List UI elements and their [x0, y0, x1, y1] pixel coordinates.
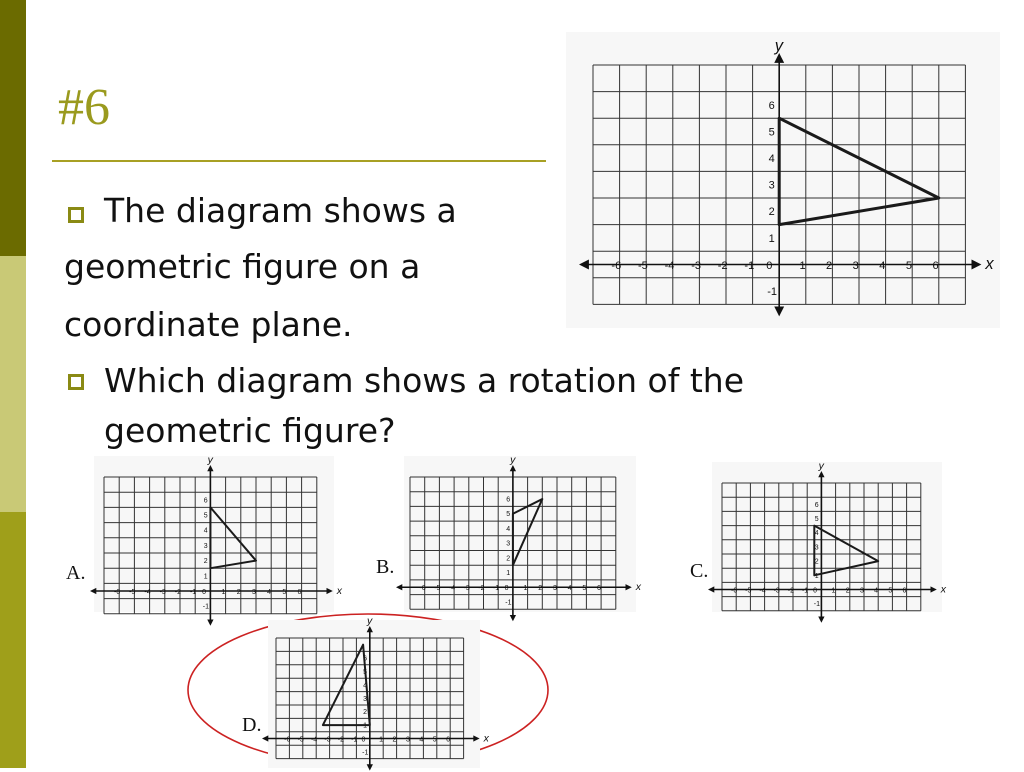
bullet-square-icon: [68, 374, 84, 390]
x-tick-label: 4: [874, 587, 879, 595]
x-tick-label: -3: [159, 588, 166, 596]
x-tick-label: 4: [267, 588, 272, 596]
x-axis-label: x: [635, 581, 642, 594]
option-d-graph[interactable]: [268, 615, 489, 768]
bullet-1-line-2: geometric figure on a: [64, 247, 421, 286]
x-tick-label: 6: [902, 587, 907, 595]
x-tick-label: -4: [664, 259, 675, 272]
x-tick-label: 0: [813, 587, 818, 595]
x-tick-label: -5: [745, 587, 752, 595]
y-axis-label: y: [510, 454, 516, 466]
y-tick-label: 1: [506, 570, 511, 577]
y-axis-arrow-icon: [818, 617, 824, 623]
x-tick-label: -6: [419, 585, 426, 593]
x-axis-label: x: [336, 584, 343, 597]
x-axis-arrow-icon: [90, 588, 96, 594]
x-tick-label: -5: [638, 259, 648, 272]
y-tick-label: 4: [814, 530, 819, 538]
x-tick-label: 2: [845, 587, 850, 595]
y-tick-label: 2: [203, 558, 208, 566]
x-tick-label: 0: [361, 736, 366, 744]
original-figure-graph: [566, 32, 1000, 328]
y-axis-label: y: [207, 454, 213, 466]
y-tick-label: 1: [363, 722, 367, 730]
y-tick-label: 2: [768, 206, 775, 219]
y-tick-label: 6: [814, 501, 819, 509]
y-tick-label: 6: [363, 655, 367, 663]
y-axis-label: y: [774, 37, 784, 55]
option-c-svg: [712, 460, 947, 612]
x-tick-label: 5: [282, 588, 287, 596]
x-tick-label: 3: [405, 736, 410, 744]
x-tick-label: -3: [773, 587, 780, 595]
x-tick-label: 1: [379, 736, 384, 744]
sidebar-mid-band: [0, 512, 26, 768]
x-tick-label: -4: [144, 588, 151, 596]
option-c-label: C.: [690, 560, 709, 582]
bullet-1-line-3: coordinate plane.: [64, 305, 353, 344]
x-tick-label: 1: [523, 585, 528, 593]
x-tick-label: 4: [879, 259, 886, 272]
y-tick-label: 5: [363, 668, 367, 676]
x-axis-label: x: [985, 254, 994, 273]
y-tick-label: -1: [362, 749, 369, 757]
bullet-2-line-1: Which diagram shows a rotation of the: [104, 361, 745, 400]
sidebar-light-band: [0, 256, 26, 512]
x-tick-label: 2: [392, 736, 397, 744]
option-b-label: B.: [376, 556, 395, 578]
x-axis-arrow-icon: [972, 260, 982, 270]
x-axis-arrow-icon: [396, 584, 402, 590]
slide-title: #6: [58, 79, 110, 136]
x-tick-label: 2: [236, 588, 241, 596]
x-tick-label: -6: [730, 587, 738, 595]
y-axis-label: y: [818, 460, 824, 472]
x-tick-label: -3: [691, 259, 701, 272]
y-tick-label: 3: [203, 542, 208, 550]
x-tick-label: 6: [297, 588, 302, 596]
x-tick-label: -4: [759, 587, 766, 595]
option-a-label: A.: [66, 562, 86, 584]
x-tick-label: -2: [717, 259, 728, 272]
y-tick-label: 5: [203, 512, 208, 520]
x-tick-label: 3: [251, 588, 256, 596]
x-tick-label: 1: [221, 588, 226, 596]
x-tick-label: -2: [478, 585, 485, 593]
y-axis-arrow-icon: [367, 764, 373, 770]
x-tick-label: 5: [432, 736, 437, 744]
x-tick-label: 2: [826, 259, 833, 272]
y-tick-label: 1: [768, 232, 775, 245]
option-d-svg: [268, 615, 489, 768]
x-tick-label: 1: [799, 259, 806, 272]
y-tick-label: 3: [814, 544, 819, 552]
x-tick-label: 0: [766, 259, 773, 272]
x-tick-label: -5: [129, 588, 136, 596]
x-tick-label: -1: [492, 585, 500, 593]
x-tick-label: -4: [448, 585, 456, 593]
x-tick-label: 2: [538, 585, 543, 593]
x-tick-label: -2: [174, 588, 182, 596]
y-tick-label: 6: [506, 496, 511, 504]
x-tick-label: 6: [597, 585, 601, 593]
title-divider: [52, 160, 546, 162]
option-b-svg: [404, 454, 642, 612]
y-axis-label: y: [367, 615, 373, 627]
x-tick-label: -2: [787, 587, 795, 595]
y-tick-label: 5: [814, 515, 819, 523]
x-axis-label: x: [940, 583, 947, 596]
x-tick-label: -6: [113, 588, 121, 596]
option-d-label: D.: [242, 714, 262, 736]
x-tick-label: 5: [888, 587, 893, 595]
x-axis-arrow-icon: [626, 584, 632, 590]
y-axis-arrow-icon: [774, 307, 784, 317]
y-tick-label: 4: [363, 682, 367, 690]
y-tick-label: 3: [506, 540, 511, 548]
x-tick-label: 6: [932, 259, 939, 272]
x-tick-label: 3: [859, 587, 864, 595]
x-axis-arrow-icon: [473, 735, 479, 741]
x-axis-arrow-icon: [579, 260, 589, 270]
x-axis-arrow-icon: [708, 586, 714, 592]
y-tick-label: 3: [768, 179, 775, 192]
x-tick-label: -1: [189, 588, 197, 596]
y-tick-label: 5: [768, 126, 775, 139]
x-tick-label: 5: [905, 259, 912, 272]
option-a-svg: [94, 454, 343, 612]
option-c-graph[interactable]: [712, 460, 947, 612]
x-axis-arrow-icon: [327, 588, 333, 594]
y-tick-label: 2: [814, 558, 819, 566]
x-tick-label: 0: [202, 588, 207, 596]
x-tick-label: -5: [434, 585, 441, 593]
x-tick-label: 4: [419, 736, 424, 744]
option-a-graph[interactable]: [94, 454, 343, 612]
x-tick-label: -6: [284, 736, 291, 744]
bullet-square-icon: [68, 207, 84, 223]
x-tick-label: -1: [801, 587, 809, 595]
y-tick-label: -1: [813, 601, 820, 609]
x-tick-label: -1: [351, 736, 358, 744]
x-tick-label: -5: [297, 736, 304, 744]
option-b-graph[interactable]: [404, 454, 642, 612]
y-tick-label: 5: [506, 511, 511, 519]
bullet-2-line-2: geometric figure?: [104, 411, 396, 450]
bullet-1-line-1: The diagram shows a: [104, 191, 457, 230]
x-tick-label: -4: [310, 736, 318, 744]
x-tick-label: -6: [611, 259, 622, 272]
y-tick-label: -1: [505, 599, 512, 607]
original-figure-svg: [566, 32, 1000, 328]
x-tick-label: 0: [504, 585, 509, 593]
x-tick-label: 1: [831, 587, 836, 595]
y-tick-label: 6: [768, 99, 775, 112]
y-tick-label: 1: [203, 573, 208, 581]
x-tick-label: -2: [337, 736, 345, 744]
x-tick-label: 4: [567, 585, 572, 593]
sidebar-dark-band: [0, 0, 26, 256]
x-tick-label: 3: [552, 585, 557, 593]
y-tick-label: -1: [202, 603, 209, 611]
x-tick-label: -3: [324, 736, 331, 744]
y-tick-label: 4: [203, 527, 208, 535]
x-tick-label: 5: [582, 585, 587, 593]
x-axis-arrow-icon: [931, 586, 937, 592]
x-tick-label: 6: [446, 736, 451, 744]
y-tick-label: 1: [814, 572, 819, 580]
y-tick-label: 3: [363, 695, 367, 703]
y-tick-label: 2: [363, 709, 367, 717]
y-tick-label: 4: [506, 525, 511, 533]
x-axis-label: x: [483, 732, 489, 745]
y-tick-label: 4: [768, 152, 775, 165]
x-tick-label: -1: [744, 259, 755, 272]
y-tick-label: 2: [506, 555, 511, 563]
x-tick-label: -3: [463, 585, 470, 593]
y-tick-label: 6: [203, 497, 208, 505]
y-tick-label: -1: [767, 285, 777, 298]
x-tick-label: 3: [852, 259, 859, 272]
